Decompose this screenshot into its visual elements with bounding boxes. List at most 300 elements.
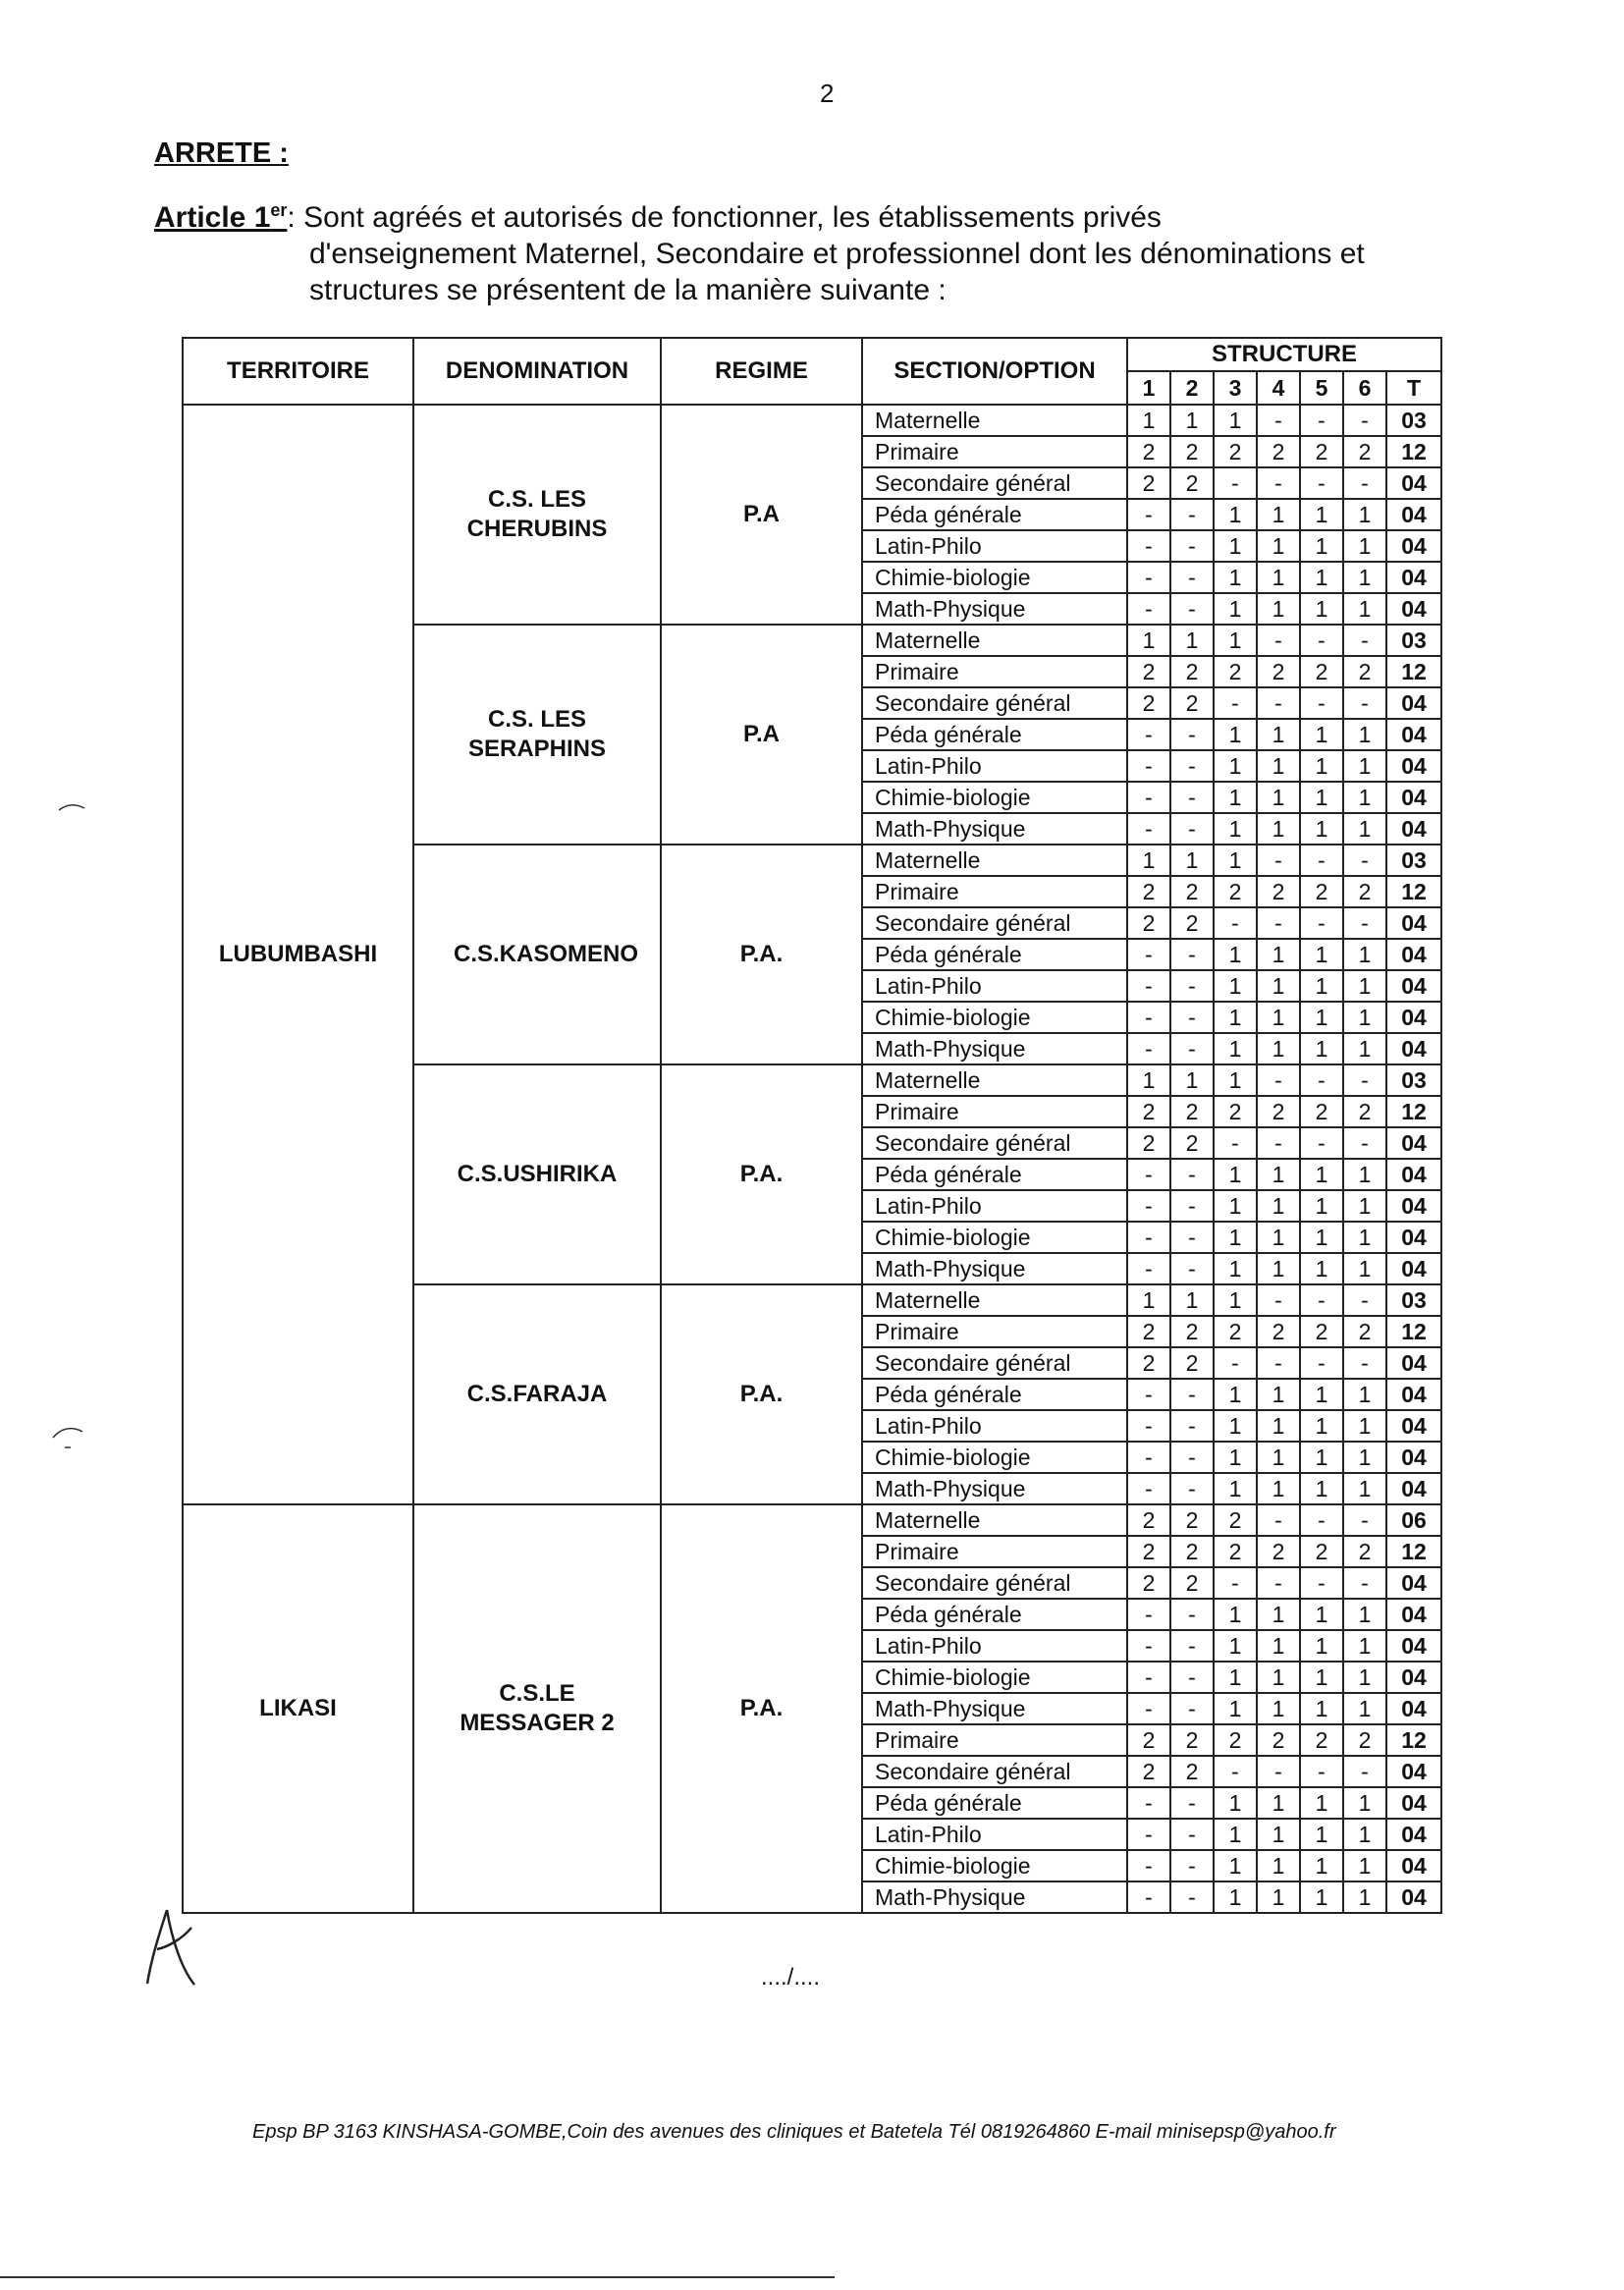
level-5-cell: 1 [1300, 1693, 1343, 1724]
level-4-cell: 1 [1257, 782, 1300, 813]
level-6-cell: 1 [1343, 530, 1386, 562]
level-5-cell: 1 [1300, 1819, 1343, 1850]
level-1-cell: - [1127, 1819, 1170, 1850]
total-cell: 04 [1386, 530, 1441, 562]
section-option-cell: Math-Physique [862, 1033, 1127, 1064]
level-1-cell: - [1127, 939, 1170, 970]
level-1-cell: 2 [1127, 1756, 1170, 1787]
section-option-cell: Maternelle [862, 845, 1127, 876]
section-option-cell: Secondaire général [862, 1567, 1127, 1599]
level-2-cell: 2 [1170, 1504, 1214, 1536]
level-6-cell: 2 [1343, 656, 1386, 687]
header-level-2: 2 [1170, 371, 1214, 405]
footer-rule [0, 2276, 835, 2278]
page-number: 2 [820, 79, 835, 108]
section-option-cell: Maternelle [862, 625, 1127, 656]
level-6-cell: 1 [1343, 719, 1386, 750]
level-1-cell: - [1127, 1442, 1170, 1473]
level-3-cell: 2 [1214, 656, 1257, 687]
continuation-mark: ..../.... [761, 1964, 821, 1990]
signature-initial [137, 1900, 216, 1989]
section-option-cell: Péda générale [862, 719, 1127, 750]
level-3-cell: 2 [1214, 876, 1257, 907]
section-option-cell: Latin-Philo [862, 530, 1127, 562]
level-6-cell: 1 [1343, 1159, 1386, 1190]
level-4-cell: 1 [1257, 1222, 1300, 1253]
level-1-cell: - [1127, 1190, 1170, 1222]
level-3-cell: 1 [1214, 499, 1257, 530]
level-3-cell: 1 [1214, 1630, 1257, 1662]
level-5-cell: 2 [1300, 656, 1343, 687]
level-3-cell: 1 [1214, 1599, 1257, 1630]
level-1-cell: 2 [1127, 1127, 1170, 1159]
header-level-1: 1 [1127, 371, 1170, 405]
level-3-cell: 1 [1214, 719, 1257, 750]
level-3-cell: - [1214, 1567, 1257, 1599]
level-5-cell: - [1300, 845, 1343, 876]
total-cell: 12 [1386, 1724, 1441, 1756]
level-2-cell: - [1170, 1222, 1214, 1253]
level-1-cell: 2 [1127, 467, 1170, 499]
section-option-cell: Primaire [862, 1096, 1127, 1127]
level-2-cell: 1 [1170, 845, 1214, 876]
level-6-cell: 1 [1343, 782, 1386, 813]
school-name: C.S.KASOMENO [454, 941, 639, 967]
level-4-cell: 2 [1257, 436, 1300, 467]
section-option-cell: Math-Physique [862, 593, 1127, 625]
total-cell: 06 [1386, 1504, 1441, 1536]
level-2-cell: - [1170, 782, 1214, 813]
level-2-cell: 2 [1170, 1756, 1214, 1787]
level-1-cell: - [1127, 1881, 1170, 1913]
total-cell: 03 [1386, 405, 1441, 436]
denomination-cell [413, 845, 661, 1064]
level-6-cell: - [1343, 907, 1386, 939]
level-4-cell: - [1257, 1064, 1300, 1096]
level-3-cell: 1 [1214, 782, 1257, 813]
level-4-cell: 1 [1257, 1410, 1300, 1442]
level-2-cell: - [1170, 939, 1214, 970]
level-3-cell: 2 [1214, 1504, 1257, 1536]
level-6-cell: 2 [1343, 1096, 1386, 1127]
section-option-cell: Math-Physique [862, 1693, 1127, 1724]
level-3-cell: 1 [1214, 1379, 1257, 1410]
school-name: C.S. LES CHERUBINS [466, 486, 608, 542]
school-name: C.S. LES SERAPHINS [467, 706, 607, 762]
total-cell: 04 [1386, 750, 1441, 782]
section-option-cell: Chimie-biologie [862, 1662, 1127, 1693]
section-option-cell: Math-Physique [862, 1253, 1127, 1284]
level-3-cell: 1 [1214, 1064, 1257, 1096]
level-4-cell: 1 [1257, 970, 1300, 1002]
level-2-cell: - [1170, 813, 1214, 845]
level-1-cell: - [1127, 562, 1170, 593]
level-1-cell: 2 [1127, 907, 1170, 939]
level-2-cell: 2 [1170, 1316, 1214, 1347]
school-name: C.S.LE MESSAGER 2 [460, 1680, 615, 1736]
level-4-cell: 1 [1257, 719, 1300, 750]
level-3-cell: 1 [1214, 593, 1257, 625]
level-3-cell: 1 [1214, 1410, 1257, 1442]
level-4-cell: 1 [1257, 1599, 1300, 1630]
level-2-cell: - [1170, 1253, 1214, 1284]
level-3-cell: 1 [1214, 1787, 1257, 1819]
total-cell: 04 [1386, 719, 1441, 750]
level-1-cell: - [1127, 530, 1170, 562]
level-3-cell: 1 [1214, 625, 1257, 656]
level-3-cell: 1 [1214, 813, 1257, 845]
regime-cell: P.A. [661, 1284, 862, 1504]
level-3-cell: - [1214, 687, 1257, 719]
total-cell: 04 [1386, 1127, 1441, 1159]
level-1-cell: - [1127, 1662, 1170, 1693]
level-4-cell: - [1257, 405, 1300, 436]
regime-cell: P.A [661, 405, 862, 625]
level-3-cell: - [1214, 1347, 1257, 1379]
level-6-cell: - [1343, 1567, 1386, 1599]
level-5-cell: 1 [1300, 1881, 1343, 1913]
level-1-cell: - [1127, 1222, 1170, 1253]
level-6-cell: - [1343, 1284, 1386, 1316]
level-3-cell: 2 [1214, 436, 1257, 467]
level-6-cell: 1 [1343, 1002, 1386, 1033]
level-1-cell: - [1127, 782, 1170, 813]
total-cell: 04 [1386, 1881, 1441, 1913]
level-1-cell: - [1127, 970, 1170, 1002]
level-2-cell: 1 [1170, 625, 1214, 656]
section-option-cell: Péda générale [862, 499, 1127, 530]
regime-cell: P.A. [661, 845, 862, 1064]
denomination-cell [413, 405, 661, 625]
level-4-cell: 1 [1257, 1442, 1300, 1473]
level-6-cell: - [1343, 687, 1386, 719]
level-1-cell: - [1127, 1599, 1170, 1630]
total-cell: 04 [1386, 1253, 1441, 1284]
level-5-cell: - [1300, 687, 1343, 719]
section-option-cell: Maternelle [862, 1284, 1127, 1316]
level-2-cell: - [1170, 1881, 1214, 1913]
level-2-cell: - [1170, 1410, 1214, 1442]
level-6-cell: 1 [1343, 562, 1386, 593]
level-5-cell: 1 [1300, 1159, 1343, 1190]
total-cell: 04 [1386, 593, 1441, 625]
level-4-cell: - [1257, 1567, 1300, 1599]
schools-structure-table [182, 337, 1442, 1914]
level-2-cell: 2 [1170, 876, 1214, 907]
level-6-cell: 1 [1343, 1881, 1386, 1913]
level-3-cell: 1 [1214, 1190, 1257, 1222]
level-1-cell: 1 [1127, 845, 1170, 876]
section-option-cell: Primaire [862, 1724, 1127, 1756]
level-4-cell: 2 [1257, 1096, 1300, 1127]
denomination-cell [413, 625, 661, 845]
school-name: C.S.USHIRIKA [457, 1161, 618, 1187]
level-6-cell: - [1343, 1064, 1386, 1096]
level-5-cell: 2 [1300, 1536, 1343, 1567]
level-5-cell: 1 [1300, 1190, 1343, 1222]
header-level-6: 6 [1343, 371, 1386, 405]
level-1-cell: 1 [1127, 1064, 1170, 1096]
level-2-cell: - [1170, 499, 1214, 530]
total-cell: 04 [1386, 1850, 1441, 1881]
total-cell: 03 [1386, 1064, 1441, 1096]
level-5-cell: - [1300, 1567, 1343, 1599]
level-1-cell: - [1127, 813, 1170, 845]
level-2-cell: - [1170, 1787, 1214, 1819]
level-6-cell: 1 [1343, 1662, 1386, 1693]
level-2-cell: 2 [1170, 687, 1214, 719]
section-option-cell: Secondaire général [862, 1347, 1127, 1379]
level-1-cell: 2 [1127, 1724, 1170, 1756]
level-2-cell: - [1170, 1002, 1214, 1033]
level-5-cell: 1 [1300, 562, 1343, 593]
level-3-cell: 1 [1214, 1473, 1257, 1504]
total-cell: 03 [1386, 1284, 1441, 1316]
total-cell: 04 [1386, 1662, 1441, 1693]
level-4-cell: - [1257, 907, 1300, 939]
level-5-cell: - [1300, 625, 1343, 656]
level-4-cell: - [1257, 625, 1300, 656]
total-cell: 04 [1386, 907, 1441, 939]
level-5-cell: 1 [1300, 1222, 1343, 1253]
level-1-cell: - [1127, 1850, 1170, 1881]
level-4-cell: 1 [1257, 1159, 1300, 1190]
table-row [183, 405, 1441, 436]
level-6-cell: 1 [1343, 1379, 1386, 1410]
section-option-cell: Secondaire général [862, 467, 1127, 499]
level-4-cell: 1 [1257, 562, 1300, 593]
level-2-cell: - [1170, 1630, 1214, 1662]
level-2-cell: 2 [1170, 467, 1214, 499]
level-6-cell: 1 [1343, 499, 1386, 530]
level-6-cell: 1 [1343, 1850, 1386, 1881]
header-level-3: 3 [1214, 371, 1257, 405]
regime-cell: P.A. [661, 1504, 862, 1913]
margin-mark-1 [57, 800, 96, 814]
level-2-cell: 2 [1170, 1096, 1214, 1127]
total-cell: 04 [1386, 1222, 1441, 1253]
level-4-cell: 1 [1257, 1693, 1300, 1724]
section-option-cell: Secondaire général [862, 1127, 1127, 1159]
level-3-cell: 1 [1214, 970, 1257, 1002]
level-3-cell: 1 [1214, 939, 1257, 970]
total-cell: 04 [1386, 1756, 1441, 1787]
level-5-cell: 1 [1300, 1787, 1343, 1819]
level-5-cell: 1 [1300, 1379, 1343, 1410]
level-4-cell: 1 [1257, 499, 1300, 530]
level-6-cell: 1 [1343, 813, 1386, 845]
header-level-5: 5 [1300, 371, 1343, 405]
level-3-cell: 1 [1214, 1693, 1257, 1724]
level-5-cell: 1 [1300, 1253, 1343, 1284]
level-4-cell: 1 [1257, 1473, 1300, 1504]
level-3-cell: 1 [1214, 1253, 1257, 1284]
level-4-cell: 1 [1257, 1850, 1300, 1881]
total-cell: 04 [1386, 1473, 1441, 1504]
article-line-3: structures se présentent de la manière suivante : [309, 274, 947, 306]
total-cell: 04 [1386, 1159, 1441, 1190]
section-option-cell: Latin-Philo [862, 970, 1127, 1002]
header-section-option: SECTION/OPTION [862, 338, 1127, 405]
level-4-cell: - [1257, 1756, 1300, 1787]
level-5-cell: - [1300, 467, 1343, 499]
section-option-cell: Chimie-biologie [862, 1002, 1127, 1033]
level-5-cell: - [1300, 907, 1343, 939]
section-option-cell: Latin-Philo [862, 1630, 1127, 1662]
denomination-cell [413, 1064, 661, 1284]
level-1-cell: - [1127, 1630, 1170, 1662]
level-1-cell: - [1127, 1379, 1170, 1410]
level-5-cell: 1 [1300, 1410, 1343, 1442]
level-6-cell: 1 [1343, 1190, 1386, 1222]
level-3-cell: 2 [1214, 1536, 1257, 1567]
level-3-cell: 1 [1214, 1002, 1257, 1033]
level-1-cell: 2 [1127, 1316, 1170, 1347]
level-2-cell: - [1170, 970, 1214, 1002]
level-2-cell: - [1170, 1033, 1214, 1064]
total-cell: 12 [1386, 876, 1441, 907]
level-1-cell: - [1127, 593, 1170, 625]
level-6-cell: 1 [1343, 1599, 1386, 1630]
level-3-cell: 1 [1214, 405, 1257, 436]
level-3-cell: 1 [1214, 1159, 1257, 1190]
total-cell: 04 [1386, 1379, 1441, 1410]
territory-cell: LUBUMBASHI [183, 405, 413, 1504]
total-cell: 04 [1386, 1347, 1441, 1379]
level-5-cell: 1 [1300, 1599, 1343, 1630]
section-option-cell: Maternelle [862, 1504, 1127, 1536]
level-2-cell: - [1170, 1662, 1214, 1693]
level-6-cell: 1 [1343, 1473, 1386, 1504]
level-2-cell: 1 [1170, 405, 1214, 436]
level-2-cell: - [1170, 1850, 1214, 1881]
article-1: Article 1er: Sont agréés et autorisés de fonctionner, les établissements privés d'enseignement Maternel, Secondaire et professionnel dont les dénominations et structures se présentent de la manière suivante : [154, 192, 1396, 308]
section-option-cell: Primaire [862, 436, 1127, 467]
level-4-cell: 1 [1257, 1253, 1300, 1284]
section-option-cell: Péda générale [862, 1599, 1127, 1630]
section-option-cell: Latin-Philo [862, 1190, 1127, 1222]
level-5-cell: 2 [1300, 876, 1343, 907]
section-option-cell: Chimie-biologie [862, 1442, 1127, 1473]
level-2-cell: 2 [1170, 1536, 1214, 1567]
total-cell: 12 [1386, 1096, 1441, 1127]
level-2-cell: - [1170, 1693, 1214, 1724]
level-4-cell: 1 [1257, 1033, 1300, 1064]
level-6-cell: - [1343, 1756, 1386, 1787]
level-3-cell: 2 [1214, 1724, 1257, 1756]
level-1-cell: 2 [1127, 1536, 1170, 1567]
total-cell: 04 [1386, 1033, 1441, 1064]
level-5-cell: 1 [1300, 1850, 1343, 1881]
level-4-cell: - [1257, 467, 1300, 499]
level-2-cell: - [1170, 1599, 1214, 1630]
territory-cell: LIKASI [183, 1504, 413, 1913]
level-3-cell: 1 [1214, 1881, 1257, 1913]
level-5-cell: 1 [1300, 970, 1343, 1002]
level-6-cell: 1 [1343, 1222, 1386, 1253]
level-6-cell: - [1343, 845, 1386, 876]
total-cell: 04 [1386, 1819, 1441, 1850]
level-4-cell: 1 [1257, 1379, 1300, 1410]
total-cell: 04 [1386, 1693, 1441, 1724]
total-cell: 04 [1386, 1442, 1441, 1473]
level-3-cell: 2 [1214, 1316, 1257, 1347]
article-label: Article 1er [154, 200, 288, 234]
article-line-2: d'enseignement Maternel, Secondaire et professionnel dont les dénominations et [309, 238, 1365, 270]
table-row [183, 1504, 1441, 1536]
section-option-cell: Latin-Philo [862, 1819, 1127, 1850]
level-3-cell: 1 [1214, 845, 1257, 876]
section-option-cell: Chimie-biologie [862, 1850, 1127, 1881]
total-cell: 04 [1386, 1190, 1441, 1222]
level-6-cell: - [1343, 1127, 1386, 1159]
level-4-cell: 1 [1257, 939, 1300, 970]
level-6-cell: 1 [1343, 1410, 1386, 1442]
section-option-cell: Secondaire général [862, 907, 1127, 939]
level-2-cell: - [1170, 719, 1214, 750]
level-2-cell: 2 [1170, 1567, 1214, 1599]
level-1-cell: - [1127, 1033, 1170, 1064]
level-6-cell: 1 [1343, 1693, 1386, 1724]
level-4-cell: - [1257, 1347, 1300, 1379]
section-option-cell: Primaire [862, 1316, 1127, 1347]
section-option-cell: Péda générale [862, 939, 1127, 970]
level-6-cell: 1 [1343, 970, 1386, 1002]
level-1-cell: 2 [1127, 1567, 1170, 1599]
level-4-cell: 1 [1257, 813, 1300, 845]
level-5-cell: 1 [1300, 530, 1343, 562]
total-cell: 04 [1386, 499, 1441, 530]
level-6-cell: - [1343, 1347, 1386, 1379]
level-2-cell: - [1170, 1190, 1214, 1222]
level-4-cell: - [1257, 1504, 1300, 1536]
level-3-cell: 1 [1214, 750, 1257, 782]
section-option-cell: Maternelle [862, 1064, 1127, 1096]
level-1-cell: - [1127, 719, 1170, 750]
section-option-cell: Primaire [862, 1536, 1127, 1567]
level-4-cell: 1 [1257, 1662, 1300, 1693]
section-option-cell: Chimie-biologie [862, 562, 1127, 593]
total-cell: 03 [1386, 625, 1441, 656]
level-3-cell: 1 [1214, 1850, 1257, 1881]
level-4-cell: 1 [1257, 1190, 1300, 1222]
total-cell: 04 [1386, 939, 1441, 970]
total-cell: 04 [1386, 970, 1441, 1002]
level-6-cell: 1 [1343, 1033, 1386, 1064]
level-2-cell: - [1170, 562, 1214, 593]
level-2-cell: - [1170, 750, 1214, 782]
level-5-cell: 1 [1300, 1473, 1343, 1504]
level-6-cell: 1 [1343, 939, 1386, 970]
level-5-cell: 1 [1300, 1630, 1343, 1662]
level-1-cell: - [1127, 1253, 1170, 1284]
total-cell: 12 [1386, 1316, 1441, 1347]
level-5-cell: - [1300, 1064, 1343, 1096]
level-2-cell: 2 [1170, 1127, 1214, 1159]
level-2-cell: - [1170, 1442, 1214, 1473]
level-6-cell: 1 [1343, 1630, 1386, 1662]
level-5-cell: 1 [1300, 782, 1343, 813]
level-1-cell: - [1127, 1787, 1170, 1819]
level-1-cell: - [1127, 1473, 1170, 1504]
level-4-cell: 1 [1257, 750, 1300, 782]
level-3-cell: 1 [1214, 562, 1257, 593]
decree-heading: ARRETE : [154, 137, 289, 169]
level-3-cell: 1 [1214, 1662, 1257, 1693]
level-5-cell: 2 [1300, 436, 1343, 467]
level-5-cell: - [1300, 405, 1343, 436]
level-6-cell: - [1343, 625, 1386, 656]
